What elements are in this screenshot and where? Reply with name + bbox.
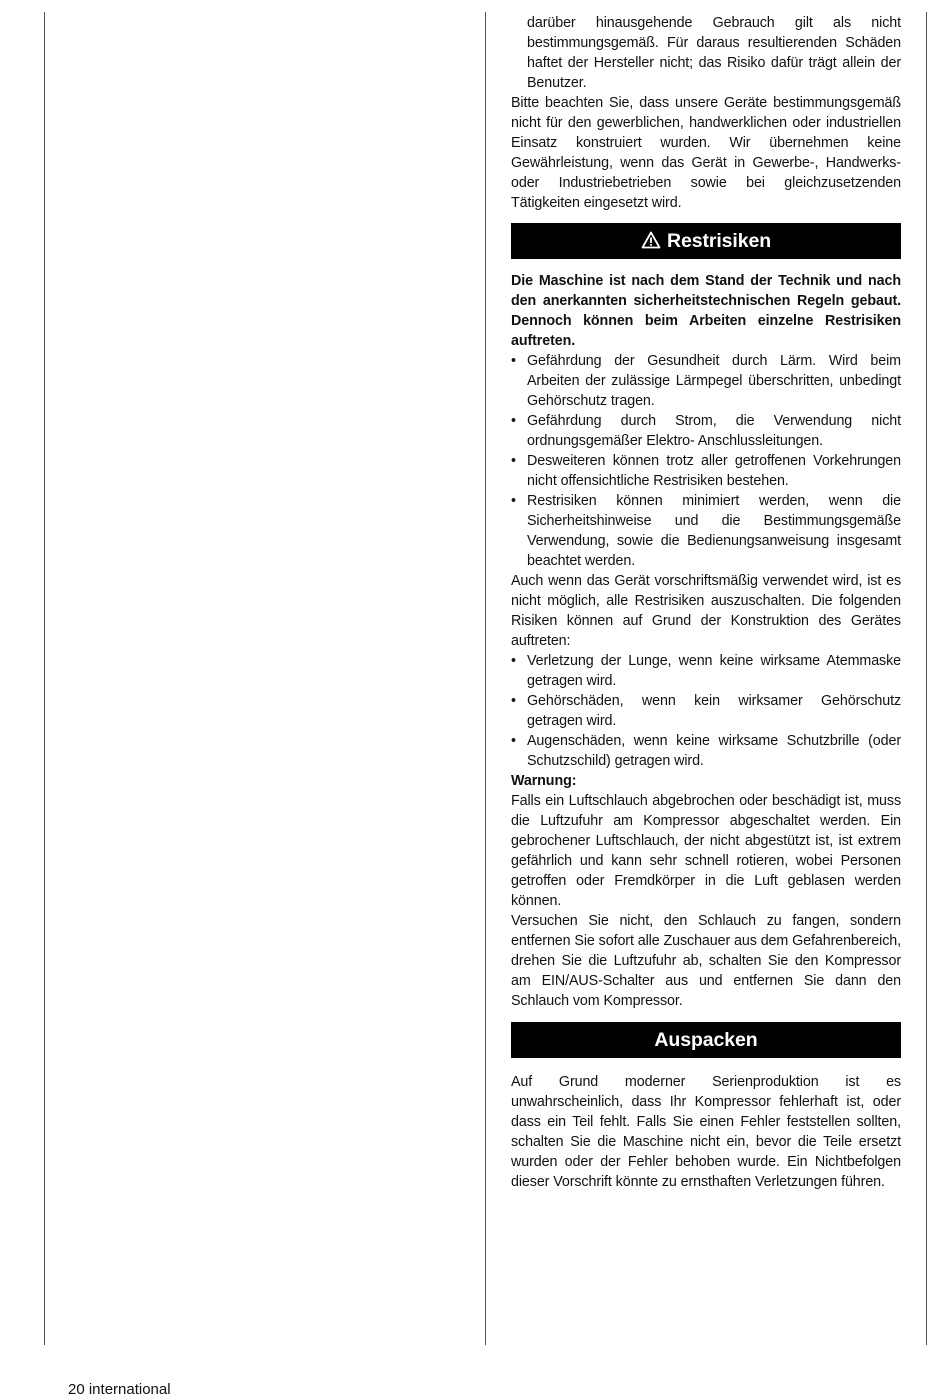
restrisiken-heading <box>511 223 901 259</box>
restrisiken-lead: Die Maschine ist nach dem Stand der Technik und nach den anerkannten sicherheitstechnischen Regeln gebaut. Dennoch können beim Arbeiten einzelne Restrisiken auftreten. <box>511 273 901 349</box>
warning-label: Warnung: <box>511 773 577 789</box>
intro-paragraph: Bitte beachten Sie, dass unsere Geräte bestimmungsgemäß nicht für den gewerblichen, handwerklichen oder industriellen Einsatz konstruiert wurden. Wir übernehmen keine Gewährleistung, wenn das Gerät in Gewerbe-, Handwerks- oder Industriebetrieben sowie bei gleichzusetzenden Tätigkeiten eingesetzt wird. <box>511 95 901 211</box>
warning-paragraph-1: Falls ein Luftschlauch abgebrochen oder beschädigt ist, muss die Luftzufuhr am Kompressor abgeschaltet werden. Ein gebrochener Luftschlauch, der nicht abgestützt ist, ist extrem gefährlich und kann sehr schnell rotieren, wobei Personen getroffen oder Fremdkörper in die Luft geblasen werden können. <box>511 793 901 909</box>
list-item: • Desweiteren können trotz aller getroffenen Vorkehrungen nicht offensichtliche Restrisiken bestehen. <box>511 451 901 491</box>
auspacken-heading <box>511 1022 901 1058</box>
left-margin-rule <box>44 12 45 1345</box>
restrisiken-paragraph: Auch wenn das Gerät vorschriftsmäßig verwendet wird, ist es nicht möglich, alle Restrisiken auszuschalten. Die folgenden Risiken können auf Grund der Konstruktion des Gerätes auftreten: <box>511 573 901 649</box>
right-text-column <box>511 13 901 1192</box>
column-divider-rule <box>485 12 486 1345</box>
warning-triangle-icon <box>641 231 661 249</box>
risk-bullet-list <box>511 651 901 771</box>
warning-paragraph-2: Versuchen Sie nicht, den Schlauch zu fangen, sondern entfernen Sie sofort alle Zuschauer aus dem Gefahrenbereich, drehen Sie die Luftzufuhr ab, schalten Sie den Kompressor am EIN/AUS-Schalter aus und entfernen Sie dann den Schlauch vom Kompressor. <box>511 913 901 1009</box>
list-item: • Verletzung der Lunge, wenn keine wirksame Atemmaske getragen wird. <box>511 651 901 691</box>
auspacken-paragraph: Auf Grund moderner Serienproduktion ist es unwahrscheinlich, dass Ihr Kompressor fehlerhaft ist, oder dass ein Teil fehlt. Falls Sie einen Fehler feststellen sollten, schalten Sie die Maschine nicht ein, bevor die Teile ersetzt wurden oder der Fehler behoben wurde. Ein Nichtbefolgen dieser Vorschrift könnte zu ernsthaften Verletzungen führen. <box>511 1074 901 1190</box>
list-item: • Gefährdung durch Strom, die Verwendung nicht ordnungsgemäßer Elektro- Anschlussleitungen. <box>511 411 901 451</box>
right-margin-rule <box>926 12 927 1345</box>
list-item: • Restrisiken können minimiert werden, wenn die Sicherheitshinweise und die Bestimmungsgemäße Verwendung, sowie die Bedienungsanweisung insgesamt beachtet werden. <box>511 491 901 571</box>
intro-continuation: darüber hinausgehende Gebrauch gilt als nicht bestimmungsgemäß. Für daraus resultierenden Schäden haftet der Hersteller nicht; das Risiko dafür trägt allein der Benutzer. <box>527 15 901 91</box>
restrisiken-title: Restrisiken <box>666 230 772 252</box>
list-item: • Gehörschäden, wenn kein wirksamer Gehörschutz getragen wird. <box>511 691 901 731</box>
list-item: • Gefährdung der Gesundheit durch Lärm. Wird beim Arbeiten der zulässige Lärmpegel überschritten, unbedingt Gehörschutz tragen. <box>511 351 901 411</box>
page-footer: 20 international <box>68 1381 171 1398</box>
restrisiken-bullet-list <box>511 351 901 571</box>
auspacken-title: Auspacken <box>654 1029 758 1051</box>
list-item: • Augenschäden, wenn keine wirksame Schutzbrille (oder Schutzschild) getragen wird. <box>511 731 901 771</box>
